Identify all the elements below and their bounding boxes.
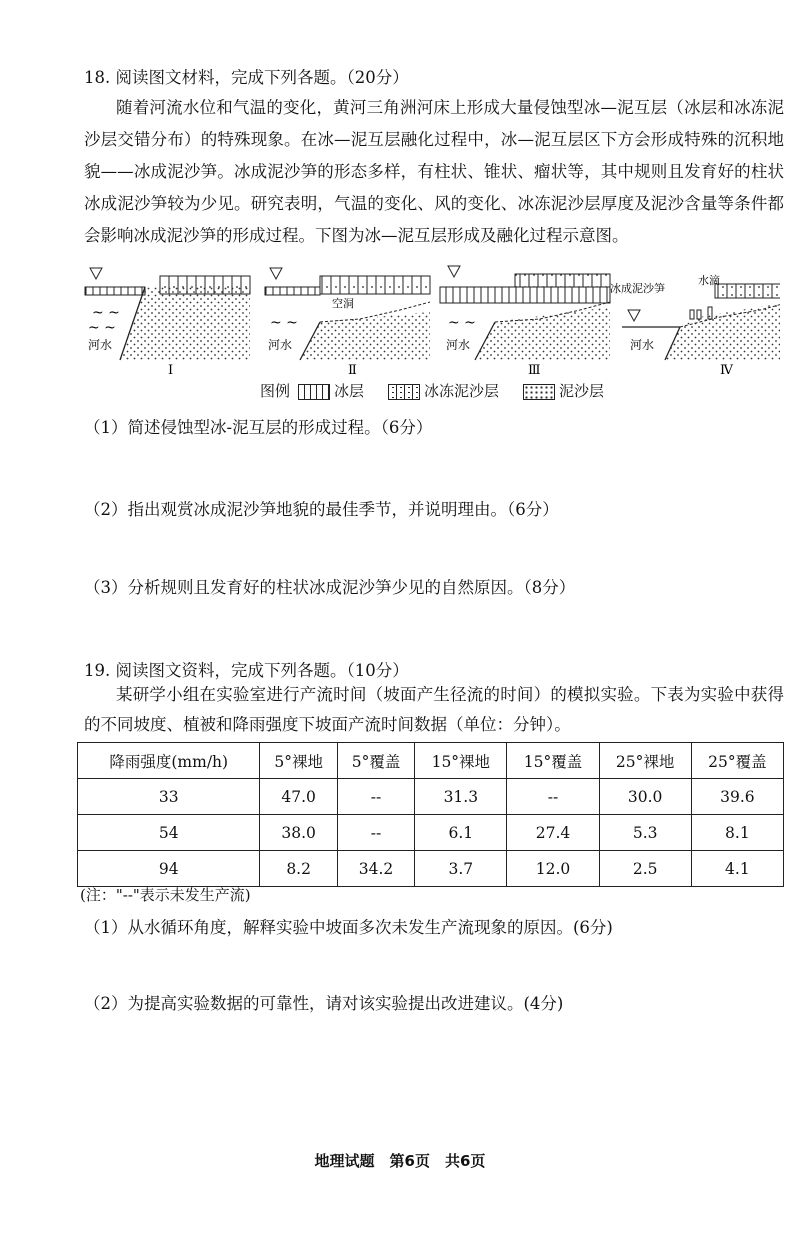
table-cell: 3.7 xyxy=(415,851,507,887)
svg-text:~ ~: ~ ~ xyxy=(270,315,298,331)
legend-sand: 泥沙层 xyxy=(523,380,604,401)
table-cell: 38.0 xyxy=(260,815,337,851)
column-header: 降雨强度(mm/h) xyxy=(78,743,260,779)
svg-text:Ⅳ: Ⅳ xyxy=(720,363,733,377)
table-cell: 12.0 xyxy=(507,851,599,887)
table-cell: 47.0 xyxy=(260,779,337,815)
ice-mud-layer-diagram xyxy=(80,262,780,377)
panel-2 xyxy=(265,268,430,377)
table-row xyxy=(78,779,784,815)
column-header: 5°覆盖 xyxy=(337,743,414,779)
table-cell: 94 xyxy=(78,851,260,887)
legend-frozen-sand: 冰冻泥沙层 xyxy=(388,380,499,401)
q18-question-2: （2）指出观赏冰成泥沙笋地貌的最佳季节，并说明理由。（6分） xyxy=(84,500,559,519)
table-cell: 4.1 xyxy=(691,851,783,887)
svg-text:河水: 河水 xyxy=(88,338,113,352)
column-header: 5°裸地 xyxy=(260,743,337,779)
table-note: (注："--"表示未发生产流) xyxy=(80,886,251,904)
svg-text:Ⅱ: Ⅱ xyxy=(348,363,357,377)
q19-passage: 某研学小组在实验室进行产流时间（坡面产生径流的时间）的模拟实验。下表为实验中获得的不同坡度、植被和降雨强度下坡面产流时间数据（单位：分钟）。 xyxy=(84,685,784,734)
svg-text:冰成泥沙笋: 冰成泥沙笋 xyxy=(610,282,665,295)
runoff-time-table xyxy=(77,742,784,887)
table-cell: 33 xyxy=(78,779,260,815)
svg-text:Ⅰ: Ⅰ xyxy=(168,363,174,377)
svg-text:空洞: 空洞 xyxy=(332,297,354,310)
table-cell: 30.0 xyxy=(599,779,691,815)
svg-text:~ ~: ~ ~ xyxy=(448,315,476,331)
table-cell: 5.3 xyxy=(599,815,691,851)
svg-text:~ ~: ~ ~ xyxy=(88,320,116,336)
q18-question-1: （1）简述侵蚀型冰-泥互层的形成过程。（6分） xyxy=(84,418,433,437)
table-row xyxy=(78,815,784,851)
table-cell: -- xyxy=(337,779,414,815)
column-header: 25°裸地 xyxy=(599,743,691,779)
table-cell: 6.1 xyxy=(415,815,507,851)
q18-question-3: （3）分析规则且发育好的柱状冰成泥沙笋少见的自然原因。（8分） xyxy=(84,578,576,597)
q18-passage: 随着河流水位和气温的变化，黄河三角洲河床上形成大量侵蚀型冰—泥互层（冰层和冰冻泥沙层交错分布）的特殊现象。在冰—泥互层融化过程中，冰—泥互层区下方会形成特殊的沉积地貌——冰成泥沙笋。冰成泥沙笋的形态多样，有柱状、锥状、瘤状等，其中规则且发育好的柱状冰成泥沙笋较为少见。研究表明，气温的变化、风的变化、冰冻泥沙层厚度及泥沙含量等条件都会影响冰成泥沙笋的形成过程。下图为冰—泥互层形成及融化过程示意图。 xyxy=(84,98,784,245)
table-cell: 39.6 xyxy=(691,779,783,815)
table-cell: -- xyxy=(507,779,599,815)
table-cell: -- xyxy=(337,815,414,851)
table-cell: 8.2 xyxy=(260,851,337,887)
table-cell: 34.2 xyxy=(337,851,414,887)
q19-question-2: （2）为提高实验数据的可靠性，请对该实验提出改进建议。(4分) xyxy=(84,994,564,1013)
panel-1 xyxy=(85,268,250,377)
panel-3 xyxy=(440,266,610,377)
table-cell: 8.1 xyxy=(691,815,783,851)
column-header: 15°覆盖 xyxy=(507,743,599,779)
q18-title: 18. 阅读图文材料，完成下列各题。（20分） xyxy=(84,68,409,87)
column-header: 15°裸地 xyxy=(415,743,507,779)
svg-text:河水: 河水 xyxy=(268,338,293,352)
column-header: 25°覆盖 xyxy=(691,743,783,779)
legend-ice: 冰层 xyxy=(298,380,364,401)
svg-text:Ⅲ: Ⅲ xyxy=(528,363,541,377)
svg-text:水滴: 水滴 xyxy=(698,274,720,287)
table-cell: 2.5 xyxy=(599,851,691,887)
table-cell: 31.3 xyxy=(415,779,507,815)
legend-title: 图例 xyxy=(260,382,291,400)
table-cell: 27.4 xyxy=(507,815,599,851)
table-row xyxy=(78,851,784,887)
panel-4 xyxy=(610,273,780,377)
q19-question-1: （1）从水循环角度，解释实验中坡面多次未发生产流现象的原因。(6分) xyxy=(84,918,613,937)
page-footer: 地理试题 第6页 共6页 xyxy=(314,1152,486,1170)
svg-text:河水: 河水 xyxy=(630,338,655,352)
q19-title: 19. 阅读图文资料，完成下列各题。（10分） xyxy=(84,661,409,680)
table-header-row xyxy=(78,743,784,779)
svg-text:河水: 河水 xyxy=(446,338,471,352)
table-cell: 54 xyxy=(78,815,260,851)
diagram-legend xyxy=(260,380,604,401)
svg-text:~ ~: ~ ~ xyxy=(92,305,120,321)
